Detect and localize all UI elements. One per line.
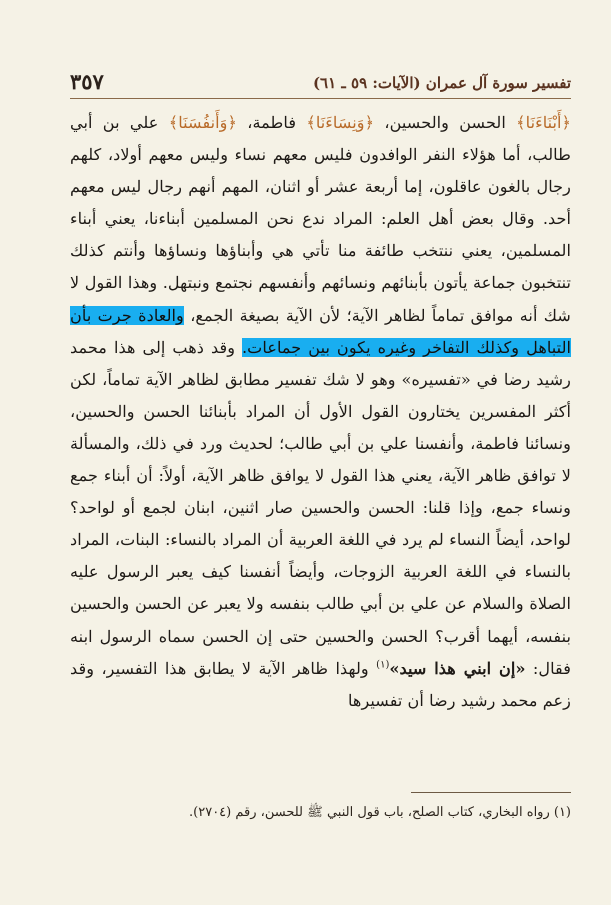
text-segment-4: وقد ذهب إلى هذا محمد رشيد رضا في «تفسيره» وهو لا شك تفسير مطابق لظاهر الآية تماماً، لكن أكثر المفسرين يختارون القول الأول أن المراد بأبنائنا الحسن والحسين، ونسائنا فاطمة، وأنفسنا علي بن أبي طالب؛ لحديث ورد في ذلك، والمسألة لا توافق ظاهر الآية، يعني هذا القول لا يوافق ظاهر الآية، أولاً: أن أبناء جمع ونساء جمع، وإذا قلنا: الحسن والحسين صار اثنين، ابنان لجمع أو لواحد؟ لواحد، أيضاً النساء لم يرد في اللغة العربية أن المراد بالنساء: البنات، المراد بالنساء في اللغة العربية الزوجات، وأيضاً أنفسنا كيف يعبر الرسول عليه الصلاة والسلام عن علي بن أبي طالب بنفسه ولا يعبر عن الحسن والحسين بنفسه، أيهما أقرب؟ الحسن والحسين حتى إن الحسن سماه الرسول ابنه فقال: <box>70 337 571 678</box>
highlighted-sentence[interactable]: والعادة جرت بأن التباهل وكذلك التفاخر وغيره يكون بين جماعات. <box>70 305 571 357</box>
text-segment-2: فاطمة، <box>236 113 307 132</box>
text-segment-1: الحسن والحسين، <box>374 113 517 132</box>
text-segment-5: ولهذا ظاهر الآية لا يطابق هذا التفسير، وقد زعم محمد رشيد رضا أن تفسيرها <box>70 658 571 710</box>
page-number: ٣٥٧ <box>70 69 104 94</box>
footnote-rule <box>411 792 571 793</box>
quran-word-nisaana: ﴿وَنِسَاءَنَا﴾ <box>306 113 375 132</box>
header-rule <box>70 98 571 99</box>
body-text <box>70 107 571 717</box>
hadith-quote: «إن ابني هذا سيد» <box>389 658 526 678</box>
text-segment-3: علي بن أبي طالب، أما هؤلاء النفر الوافدون فليس معهم نساء وليس معهم أولاد، كلهم رجال بالغون عاقلون، إما أربعة عشر أو اثنان، المهم أنهم رجال ليس معهم أحد. وقال بعض أهل العلم: المراد ندع نحن المسلمين أبناءنا، يعني أبناء المسلمين، يعني ننتخب طائفة منا تأتي هي وأبناؤها ونساؤها وأنتم كذلك تنتخبون جماعة يأتون بأبنائهم ونسائهم وأنفسهم نجتمع ونبتهل. وهذا القول لا شك أنه موافق تماماً لظاهر الآية؛ لأن الآية بصيغة الجمع، <box>70 113 571 325</box>
footnote: (١) رواه البخاري، كتاب الصلح، باب قول النبي ﷺ للحسن، رقم (٢٧٠٤). <box>189 805 571 820</box>
running-title: تفسير سورة آل عمران (الآيات: ٥٩ ـ ٦١) <box>312 74 571 92</box>
footnote-marker[interactable]: (١) <box>376 659 390 671</box>
quran-word-anfusana: ﴿وَأَنفُسَنَا﴾ <box>168 113 237 132</box>
body-paragraph <box>70 107 571 717</box>
page-header <box>70 62 571 96</box>
quran-word-abnaana: ﴿أَبْنَاءَنَا﴾ <box>516 113 571 132</box>
